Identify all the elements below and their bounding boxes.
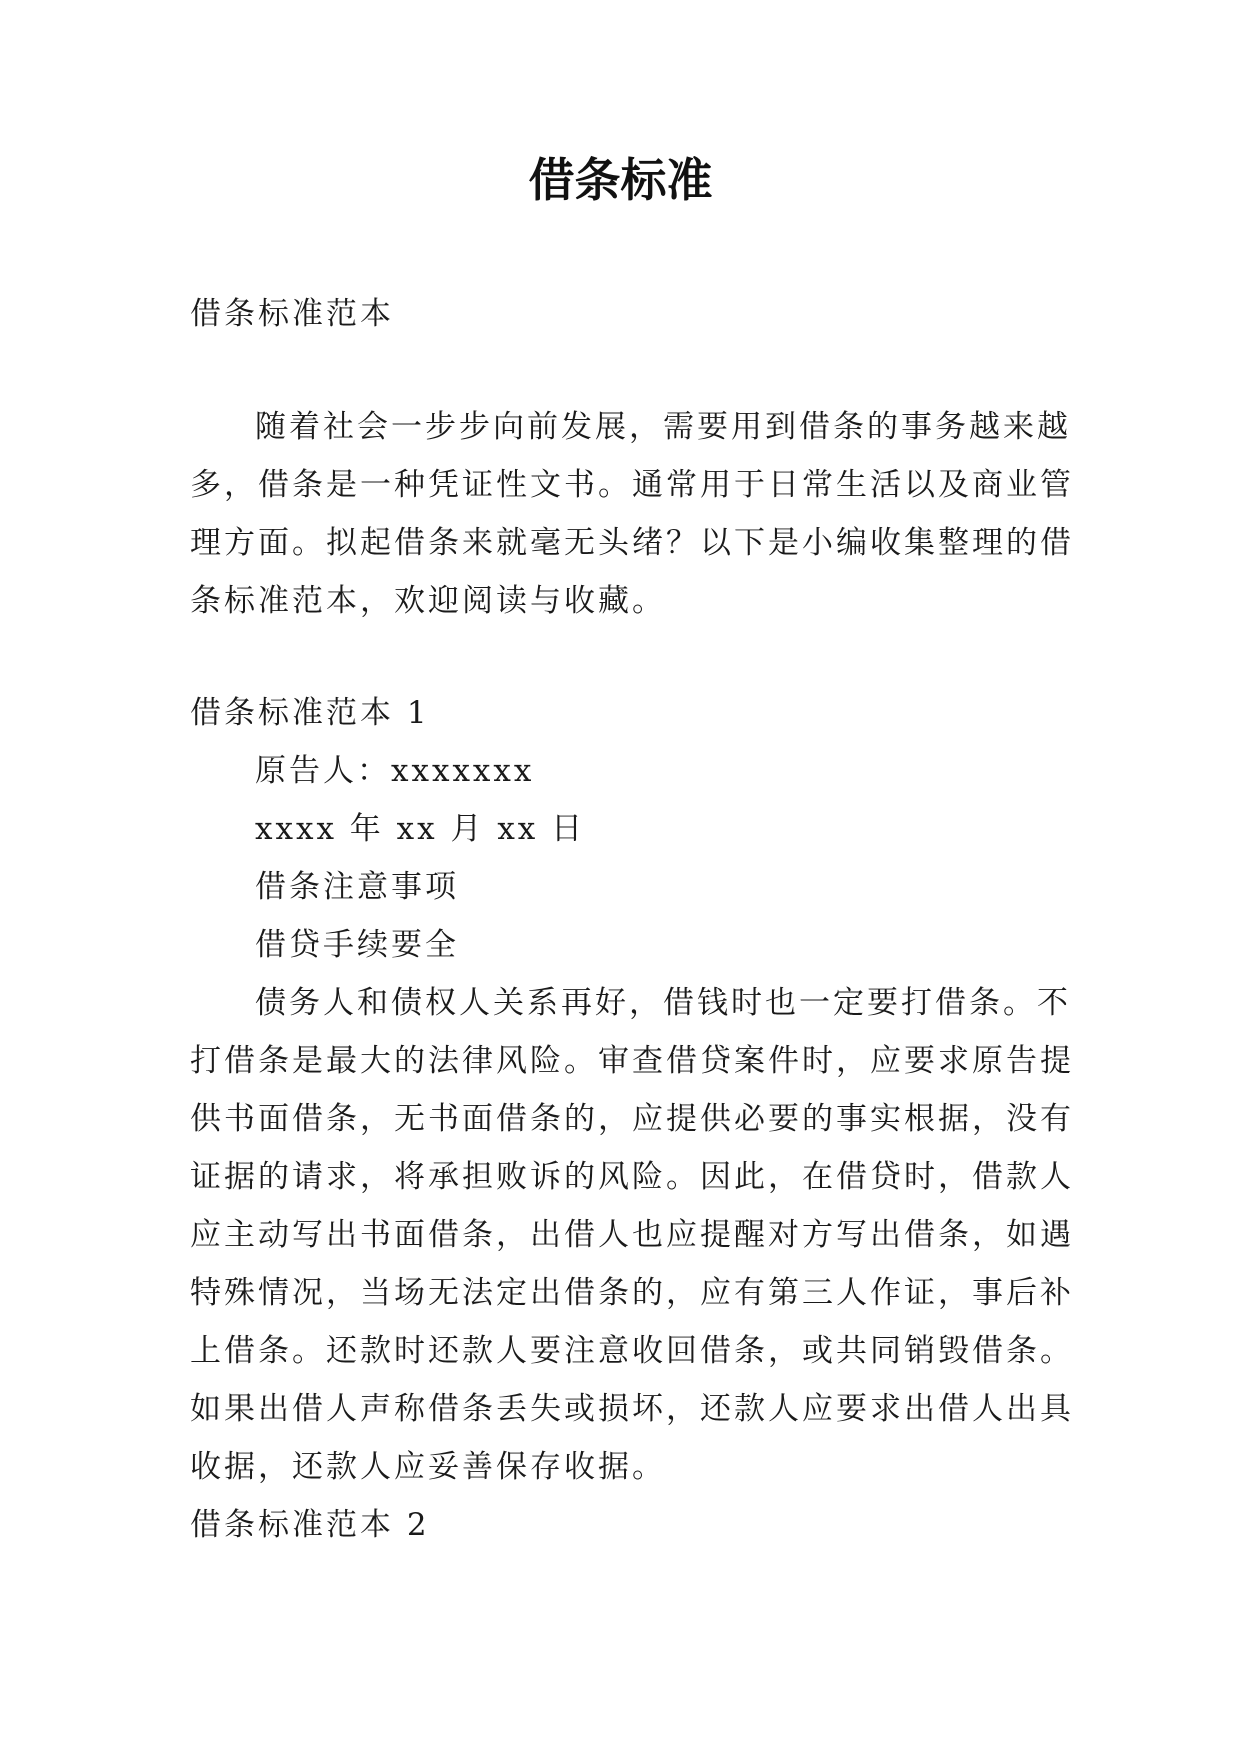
sample1-notes-heading: 借条注意事项 — [255, 869, 459, 905]
sample1-body-line-2: 打借条是最大的法律风险。审查借贷案件时，应要求原告提 — [190, 1043, 1074, 1079]
sample1-body-line-6: 特殊情况，当场无法定出借条的，应有第三人作证，事后补 — [190, 1275, 1074, 1311]
sample1-body-line-1: 债务人和债权人关系再好，借钱时也一定要打借条。不 — [255, 985, 1071, 1021]
sample1-body-line-4: 证据的请求，将承担败诉的风险。因此，在借贷时，借款人 — [190, 1159, 1074, 1195]
intro-line-3: 理方面。拟起借条来就毫无头绪？以下是小编收集整理的借 — [190, 525, 1074, 561]
sample1-plaintiff: 原告人：xxxxxxx — [255, 753, 535, 789]
sample1-body-line-7: 上借条。还款时还款人要注意收回借条，或共同销毁借条。 — [190, 1333, 1074, 1369]
sample1-body-line-8: 如果出借人声称借条丢失或损坏，还款人应要求出借人出具 — [190, 1391, 1074, 1427]
sample1-subheading: 借贷手续要全 — [255, 927, 459, 963]
sample2-heading: 借条标准范本 2 — [190, 1507, 430, 1543]
sample1-date: xxxx 年 xx 月 xx 日 — [255, 811, 586, 847]
intro-line-4: 条标准范本，欢迎阅读与收藏。 — [190, 583, 666, 619]
intro-line-2: 多，借条是一种凭证性文书。通常用于日常生活以及商业管 — [190, 467, 1074, 503]
sample1-body-line-9: 收据，还款人应妥善保存收据。 — [190, 1449, 666, 1485]
intro-line-1: 随着社会一步步向前发展，需要用到借条的事务越来越 — [255, 409, 1071, 445]
sample1-body-line-3: 供书面借条，无书面借条的，应提供必要的事实根据，没有 — [190, 1101, 1074, 1137]
document-subtitle: 借条标准范本 — [190, 296, 394, 332]
document-title: 借条标准 — [528, 153, 713, 207]
sample1-heading: 借条标准范本 1 — [190, 695, 430, 731]
sample1-body-line-5: 应主动写出书面借条，出借人也应提醒对方写出借条，如遇 — [190, 1217, 1074, 1253]
